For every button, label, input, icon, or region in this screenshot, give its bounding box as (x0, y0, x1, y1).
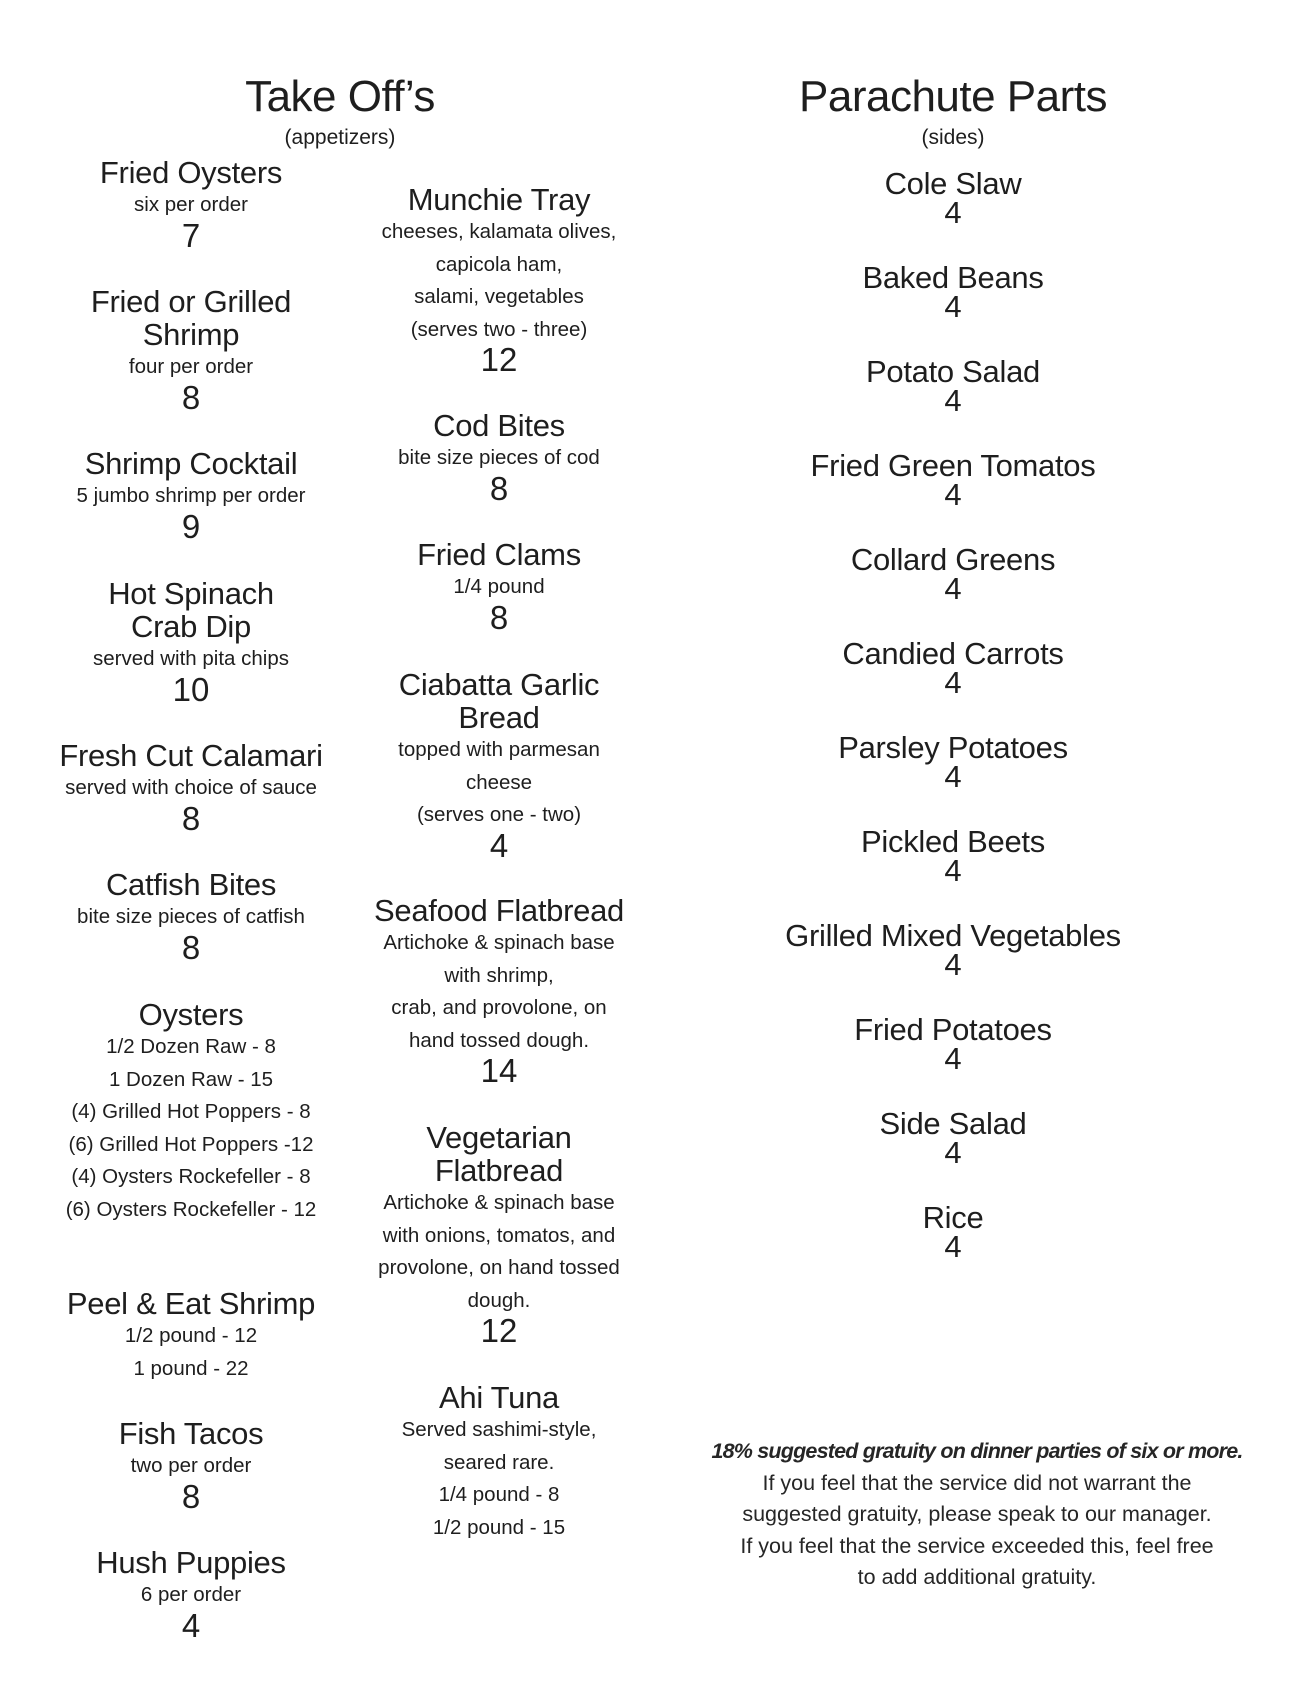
sides-subtitle: (sides) (921, 126, 985, 149)
side-name: Collard Greens (850, 542, 1056, 577)
menu-item (329, 667, 669, 864)
item-description: Served sashimi-style, (401, 1418, 597, 1441)
item-name: Bread (458, 700, 540, 735)
side-item (733, 824, 1173, 888)
item-description: (serves two - three) (410, 317, 588, 341)
item-description: (4) Oysters Rockefeller - 8 (71, 1165, 311, 1188)
menu-item (21, 576, 361, 708)
item-description: (6) Grilled Hot Poppers -12 (68, 1132, 314, 1156)
side-name: Fried Green Tomatos (810, 448, 1096, 483)
item-price: 8 (489, 598, 509, 636)
menu-item (21, 1545, 361, 1644)
item-name: Vegetarian (426, 1120, 572, 1155)
item-price: 9 (181, 507, 201, 545)
item-price: 14 (480, 1052, 518, 1089)
menu-item (21, 738, 361, 837)
item-price: 8 (181, 378, 201, 416)
menu-item (21, 998, 361, 1226)
item-description: topped with parmesan (398, 738, 600, 761)
item-description: seared rare. (443, 1450, 555, 1474)
item-name: Ciabatta Garlic (398, 667, 600, 702)
item-description: capicola ham, (435, 252, 563, 276)
menu-item (329, 1120, 669, 1349)
side-price: 4 (944, 289, 962, 324)
item-description: 1/2 pound - 12 (124, 1324, 258, 1347)
item-description: 6 per order (140, 1583, 242, 1606)
gratuity-policy: 18% suggested gratuity on dinner parties of six or more. (711, 1439, 1243, 1463)
side-price: 4 (944, 1041, 962, 1076)
item-name: Fried Oysters (99, 155, 283, 190)
item-description: served with choice of sauce (65, 776, 317, 799)
item-description: 1/2 Dozen Raw - 8 (106, 1035, 276, 1058)
menu-item (21, 1416, 361, 1515)
item-description: crab, and provolone, on (391, 996, 607, 1019)
item-description: with shrimp, (444, 963, 554, 987)
menu-item (21, 284, 361, 416)
item-price: 8 (489, 469, 509, 507)
side-name: Potato Salad (866, 354, 1040, 389)
item-description: (6) Oysters Rockefeller - 12 (65, 1197, 317, 1221)
menu-item (329, 893, 669, 1089)
side-price: 4 (944, 759, 962, 794)
item-price: 8 (181, 799, 201, 837)
item-name: Crab Dip (131, 609, 251, 644)
menu-item (329, 182, 669, 378)
side-item (733, 260, 1173, 324)
item-name: Cod Bites (433, 408, 565, 443)
item-price: 12 (480, 1312, 518, 1349)
side-item (733, 1106, 1173, 1170)
item-description: 1/2 pound - 15 (432, 1515, 566, 1539)
side-price: 4 (944, 853, 962, 888)
menu-item (329, 408, 669, 507)
item-description: 1/4 pound - 8 (438, 1483, 560, 1506)
side-item (733, 354, 1173, 418)
side-name: Candied Carrots (842, 636, 1064, 671)
item-description: 1/4 pound (453, 575, 545, 598)
item-price: 8 (181, 928, 201, 966)
item-description: 5 jumbo shrimp per order (76, 484, 306, 507)
gratuity-line: to add additional gratuity. (857, 1565, 1097, 1589)
item-description: with onions, tomatos, and (382, 1223, 616, 1247)
side-price: 4 (944, 1229, 962, 1264)
side-name: Parsley Potatoes (838, 730, 1068, 765)
item-description: six per order (134, 193, 248, 216)
side-price: 4 (944, 665, 962, 700)
appetizers-title: Take Off’s (245, 72, 435, 121)
side-price: 4 (944, 383, 962, 418)
item-description: salami, vegetables (414, 285, 584, 308)
item-description: Artichoke & spinach base (383, 931, 615, 954)
item-name: Fried Clams (417, 537, 581, 572)
item-description: (4) Grilled Hot Poppers - 8 (71, 1100, 311, 1123)
item-price: 4 (489, 826, 509, 864)
side-price: 4 (944, 947, 962, 982)
item-name: Ahi Tuna (439, 1380, 559, 1415)
item-description: four per order (128, 355, 254, 378)
appetizers-subtitle: (appetizers) (284, 126, 396, 149)
side-name: Grilled Mixed Vegetables (785, 918, 1121, 953)
item-name: Shrimp (142, 317, 240, 352)
item-name: Flatbread (434, 1153, 564, 1188)
menu-item (21, 446, 361, 545)
item-name: Peel & Eat Shrimp (66, 1286, 316, 1321)
side-item (733, 1200, 1173, 1264)
side-name: Fried Potatoes (854, 1012, 1052, 1047)
menu-item (329, 1381, 669, 1544)
item-name: Fresh Cut Calamari (59, 738, 323, 773)
item-price: 4 (181, 1606, 201, 1644)
item-price: 10 (172, 670, 210, 708)
item-name: Fried or Grilled (90, 284, 292, 319)
side-item (733, 166, 1173, 230)
side-name: Baked Beans (862, 260, 1044, 295)
item-description: dough. (467, 1288, 531, 1312)
item-description: 1 Dozen Raw - 15 (108, 1067, 274, 1091)
side-price: 4 (944, 195, 962, 230)
sides-title: Parachute Parts (799, 72, 1107, 121)
item-description: 1 pound - 22 (133, 1356, 249, 1380)
item-name: Hush Puppies (96, 1545, 286, 1580)
side-item (733, 636, 1173, 700)
item-name: Seafood Flatbread (374, 893, 624, 928)
item-description: bite size pieces of catfish (77, 905, 305, 928)
item-name: Fish Tacos (118, 1416, 264, 1451)
menu-item (21, 867, 361, 966)
menu-item (21, 155, 361, 254)
side-item (733, 1012, 1173, 1076)
item-price: 7 (181, 216, 201, 254)
side-item (733, 730, 1173, 794)
item-name: Oysters (138, 997, 244, 1032)
gratuity-line: If you feel that the service exceeded this, feel free (740, 1533, 1214, 1558)
side-item (733, 918, 1173, 982)
side-item (733, 542, 1173, 606)
item-description: provolone, on hand tossed (378, 1256, 620, 1279)
item-description: bite size pieces of cod (398, 446, 600, 469)
item-description: two per order (130, 1454, 252, 1477)
item-price: 8 (181, 1477, 201, 1515)
item-name: Shrimp Cocktail (84, 446, 298, 481)
side-name: Rice (922, 1200, 984, 1235)
item-description: (serves one - two) (416, 803, 582, 826)
side-name: Side Salad (879, 1106, 1027, 1141)
side-price: 4 (944, 1135, 962, 1170)
item-name: Hot Spinach (108, 576, 274, 611)
side-name: Pickled Beets (861, 824, 1045, 859)
gratuity-note (697, 1436, 1257, 1594)
side-price: 4 (944, 477, 962, 512)
item-description: cheeses, kalamata olives, (381, 220, 617, 243)
item-description: cheese (465, 770, 533, 794)
menu-item (329, 537, 669, 636)
item-price: 12 (480, 341, 518, 378)
side-item (733, 448, 1173, 512)
side-price: 4 (944, 571, 962, 606)
gratuity-line: suggested gratuity, please speak to our manager. (742, 1502, 1212, 1526)
item-description: served with pita chips (93, 647, 289, 670)
item-description: hand tossed dough. (408, 1028, 590, 1052)
menu-item (21, 1287, 361, 1385)
item-name: Munchie Tray (407, 182, 591, 217)
side-name: Cole Slaw (884, 166, 1022, 201)
gratuity-line: If you feel that the service did not warrant the (762, 1470, 1192, 1495)
item-description: Artichoke & spinach base (383, 1191, 615, 1214)
item-name: Catfish Bites (105, 867, 277, 902)
